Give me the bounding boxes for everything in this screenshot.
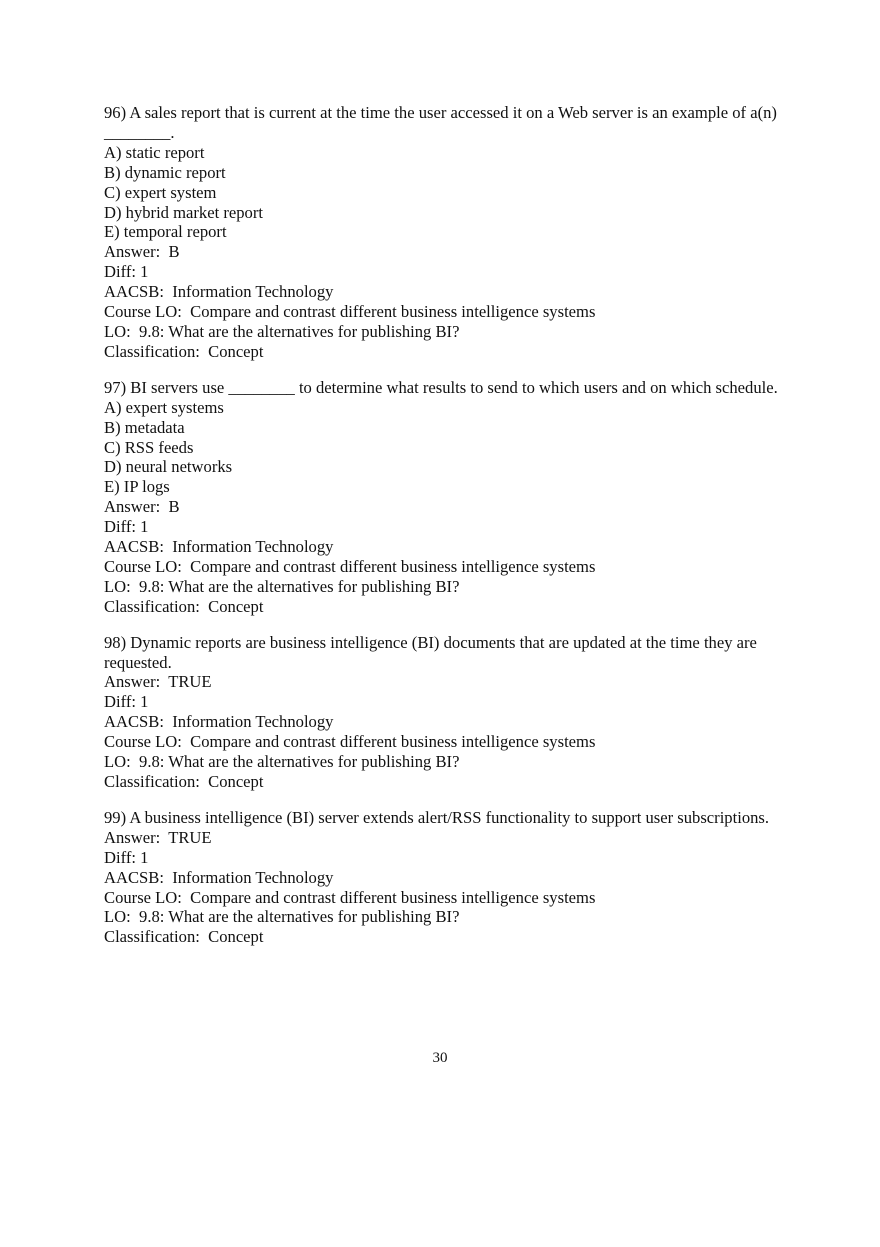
difficulty: Diff: 1 (104, 262, 149, 282)
classification: Classification: Concept (104, 927, 264, 947)
option-a: A) expert systems (104, 397, 224, 417)
aacsb: AACSB: Information Technology (104, 867, 334, 887)
option-c: C) RSS feeds (104, 437, 194, 457)
classification: Classification: Concept (104, 596, 264, 616)
course-lo: Course LO: Compare and contrast different business intelligence systems (104, 732, 596, 752)
difficulty: Diff: 1 (104, 692, 149, 712)
difficulty: Diff: 1 (104, 517, 149, 537)
classification: Classification: Concept (104, 772, 264, 791)
course-lo: Course LO: Compare and contrast different business intelligence systems (104, 556, 596, 576)
question-stem: 97) BI servers use ________ to determine what results to send to which users and on which schedule. (104, 377, 778, 397)
question-stem: 99) A business intelligence (BI) server extends alert/RSS functionality to support user subscriptions. (104, 807, 770, 827)
option-e: E) IP logs (104, 477, 170, 497)
question-99 (104, 808, 794, 947)
answer: Answer: TRUE (104, 827, 212, 847)
question-98 (104, 633, 794, 792)
answer: Answer: TRUE (104, 672, 212, 692)
course-lo: Course LO: Compare and contrast different business intelligence systems (104, 302, 596, 322)
question-97 (104, 378, 794, 617)
answer: Answer: B (104, 242, 180, 262)
aacsb: AACSB: Information Technology (104, 712, 334, 732)
classification: Classification: Concept (104, 341, 264, 361)
learning-objective: LO: 9.8: What are the alternatives for publishing BI? (104, 907, 460, 927)
option-a: A) static report (104, 142, 205, 162)
question-stem: 98) Dynamic reports are business intelligence (BI) documents that are updated at the time they are requested. (104, 632, 762, 672)
aacsb: AACSB: Information Technology (104, 537, 334, 557)
learning-objective: LO: 9.8: What are the alternatives for publishing BI? (104, 576, 460, 596)
option-b: B) metadata (104, 417, 185, 437)
question-stem: 96) A sales report that is current at the time the user accessed it on a Web server is an example of a(n) ________. (104, 103, 782, 142)
question-list (104, 103, 794, 963)
learning-objective: LO: 9.8: What are the alternatives for publishing BI? (104, 752, 460, 772)
learning-objective: LO: 9.8: What are the alternatives for publishing BI? (104, 321, 460, 341)
aacsb: AACSB: Information Technology (104, 282, 334, 302)
option-d: D) hybrid market report (104, 202, 263, 222)
option-e: E) temporal report (104, 222, 227, 242)
question-96 (104, 103, 794, 362)
option-d: D) neural networks (104, 457, 233, 477)
option-b: B) dynamic report (104, 162, 226, 182)
option-c: C) expert system (104, 182, 217, 202)
answer: Answer: B (104, 497, 180, 517)
page-number: 30 (432, 1050, 448, 1066)
course-lo: Course LO: Compare and contrast different business intelligence systems (104, 887, 596, 907)
difficulty: Diff: 1 (104, 847, 149, 867)
